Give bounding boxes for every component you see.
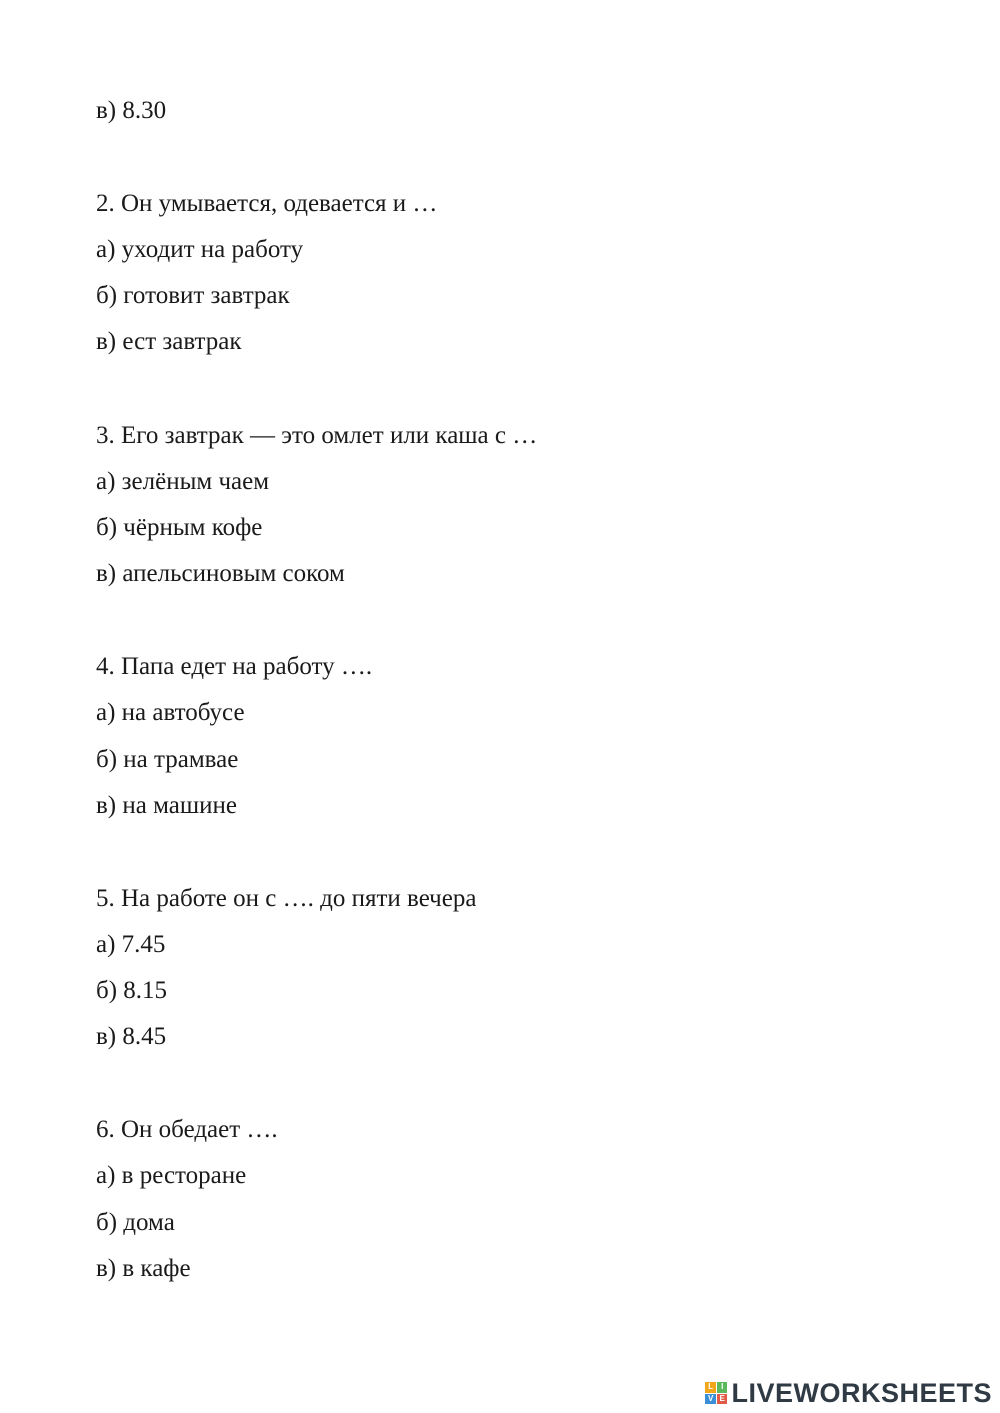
- option-4a: а) на автобусе: [96, 699, 245, 726]
- option-6c: в) в кафе: [96, 1255, 191, 1282]
- option-5c: в) 8.45: [96, 1023, 167, 1050]
- option-5a: а) 7.45: [96, 931, 166, 958]
- liveworksheets-logo: [705, 1374, 992, 1412]
- option-2b: б) готовит завтрак: [96, 282, 290, 309]
- option-2c: в) ест завтрак: [96, 328, 242, 355]
- option-6a: а) в ресторане: [96, 1162, 247, 1189]
- logo-mark-l: L: [705, 1382, 716, 1393]
- option-3b: б) чёрным кофе: [96, 514, 263, 541]
- option-3c: в) апельсиновым соком: [96, 560, 345, 587]
- question-2: 2. Он умывается, одевается и …: [96, 190, 438, 217]
- option-1c: в) 8.30: [96, 97, 167, 124]
- logo-mark-e: E: [717, 1394, 728, 1405]
- question-3: 3. Его завтрак — это омлет или каша с …: [96, 422, 538, 449]
- option-4b: б) на трамвае: [96, 746, 239, 773]
- logo-text: LIVEWORKSHEETS: [731, 1377, 992, 1408]
- option-5b: б) 8.15: [96, 977, 168, 1004]
- option-4c: в) на машине: [96, 792, 237, 819]
- option-6b: б) дома: [96, 1209, 175, 1236]
- question-5: 5. На работе он с …. до пяти вечера: [96, 885, 477, 912]
- liveworksheets-logo-icon: [705, 1382, 727, 1404]
- option-3a: а) зелёным чаем: [96, 468, 270, 495]
- option-2a: а) уходит на работу: [96, 236, 304, 263]
- logo-mark-i: I: [717, 1382, 728, 1393]
- question-6: 6. Он обедает ….: [96, 1116, 278, 1143]
- logo-mark-v: V: [705, 1394, 716, 1405]
- question-4: 4. Папа едет на работу ….: [96, 653, 373, 680]
